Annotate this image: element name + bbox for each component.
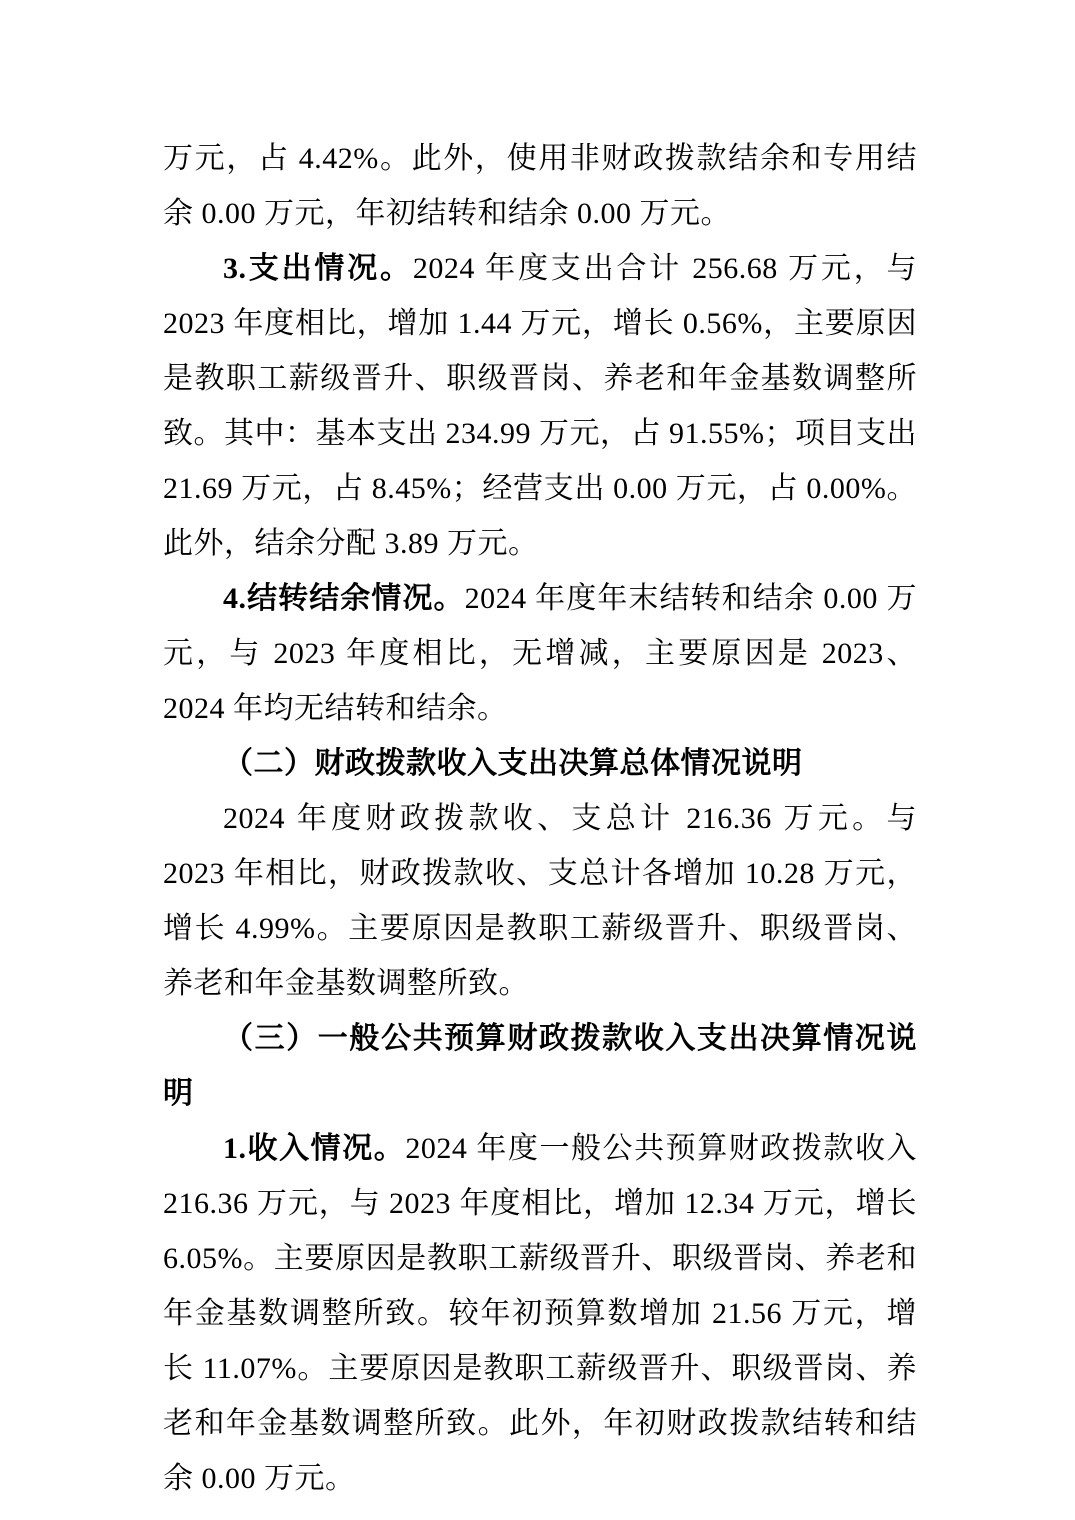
paragraph-income-lead: 1.收入情况。: [223, 1132, 406, 1165]
paragraph-expenditure-lead: 3.支出情况。: [223, 252, 413, 285]
paragraph-continuation: 万元，占 4.42%。此外，使用非财政拨款结余和专用结余 0.00 万元，年初结转和结余 0.00 万元。: [163, 142, 917, 230]
paragraph-fiscal-total: 2024 年度财政拨款收、支总计 216.36 万元。与 2023 年相比，财政拨款收、支总计各增加 10.28 万元，增长 4.99%。主要原因是教职工薪级晋升、职级晋岗、养老和年金基数调整所致。: [163, 802, 917, 1000]
paragraph-carryover-lead: 4.结转结余情况。: [223, 582, 465, 615]
paragraph-carryover: [163, 571, 917, 736]
section-heading-3: （三）一般公共预算财政拨款收入支出决算情况说明: [163, 1022, 917, 1110]
paragraph-expenditure-text: 2024 年度支出合计 256.68 万元，与 2023 年度相比，增加 1.44 万元，增长 0.56%，主要原因是教职工薪级晋升、职级晋岗、养老和年金基数调整所致。其中：基本支出 234.99 万元，占 91.55%；项目支出 21.69 万元，占 8.45%；经营支出 0.00 万元，占 0.00%。此外，结余分配 3.89 万元。: [163, 252, 918, 560]
document-body: [163, 131, 917, 1506]
section-heading-2: （二）财政拨款收入支出决算总体情况说明: [223, 747, 803, 780]
paragraph-carryover-text: 2024 年度年末结转和结余 0.00 万元，与 2023 年度相比，无增减，主要原因是 2023、2024 年均无结转和结余。: [163, 582, 918, 725]
paragraph-expenditure: [163, 241, 917, 571]
paragraph-income-text: 2024 年度一般公共预算财政拨款收入 216.36 万元，与 2023 年度相比，增加 12.34 万元，增长 6.05%。主要原因是教职工薪级晋升、职级晋岗、养老和年金基数调整所致。较年初预算数增加 21.56 万元，增长 11.07%。主要原因是教职工薪级晋升、职级晋岗、养老和年金基数调整所致。此外，年初财政拨款结转和结余 0.00 万元。: [163, 1132, 918, 1495]
paragraph-income: [163, 1121, 917, 1506]
